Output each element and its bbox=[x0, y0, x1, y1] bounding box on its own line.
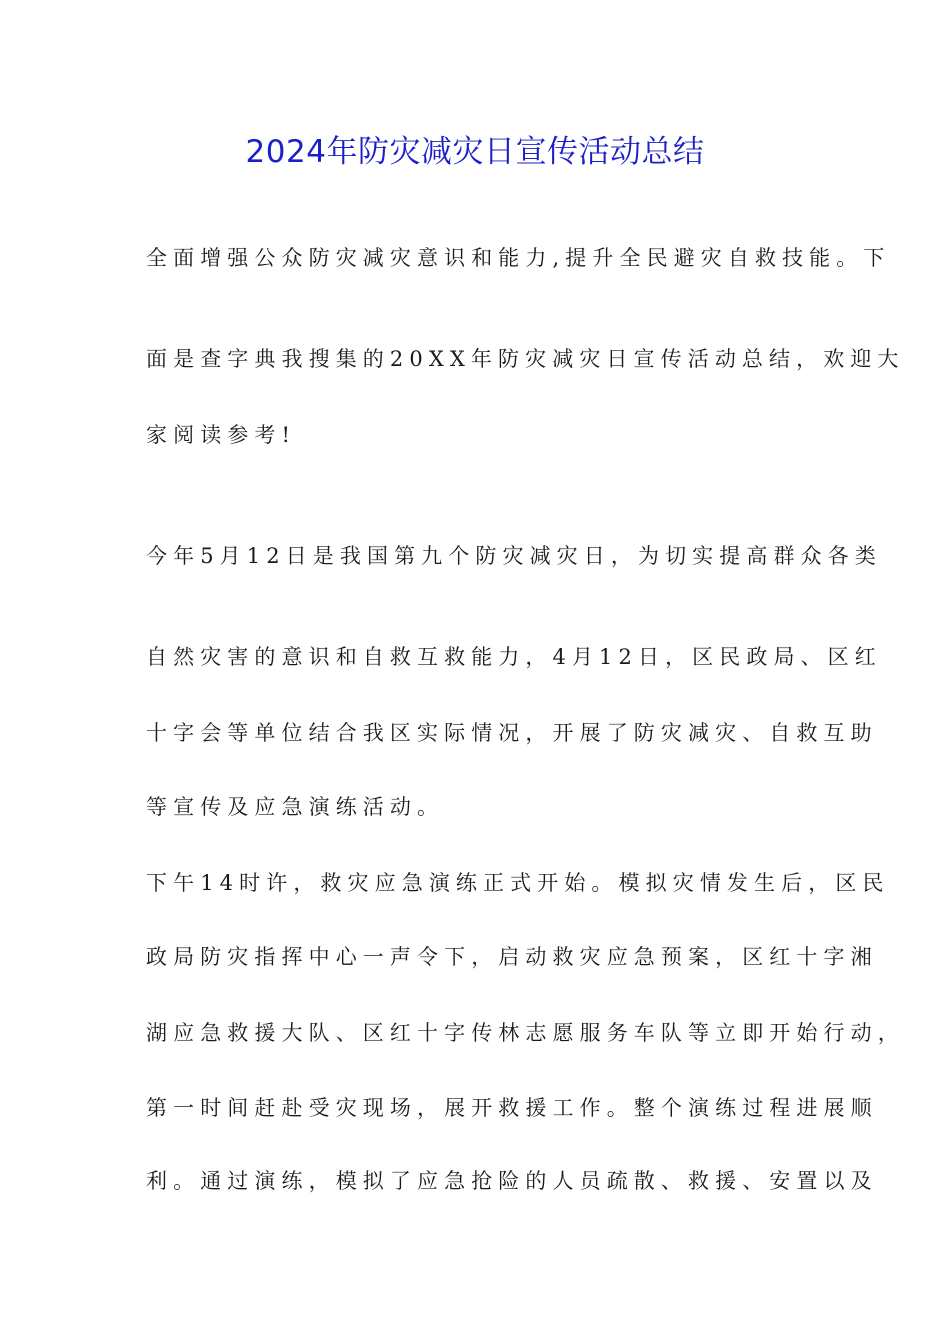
text-line: 十字会等单位结合我区实际情况，开展了防灾减灾、自救互助 bbox=[146, 721, 878, 745]
text-line: 等宣传及应急演练活动。 bbox=[146, 795, 445, 819]
text-line: 下午14时许，救灾应急演练正式开始。模拟灾情发生后，区民 bbox=[146, 871, 890, 895]
text-line: 面是查字典我搜集的20XX年防灾减灾日宣传活动总结，欢迎大 bbox=[146, 347, 905, 371]
text-line: 湖应急救援大队、区红十字传林志愿服务车队等立即开始行动， bbox=[146, 1021, 905, 1045]
text-line: 今年5月12日是我国第九个防灾减灾日，为切实提高群众各类 bbox=[146, 544, 882, 568]
text-line: 全面增强公众防灾减灾意识和能力,提升全民避灾自救技能。下 bbox=[146, 246, 891, 270]
text-line: 利。通过演练，模拟了应急抢险的人员疏散、救援、安置以及 bbox=[146, 1169, 878, 1193]
text-line: 第一时间赶赴受灾现场，展开救援工作。整个演练过程进展顺 bbox=[146, 1096, 878, 1120]
document-title: 2024年防灾减灾日宣传活动总结 bbox=[245, 134, 705, 170]
text-line: 家阅读参考! bbox=[146, 423, 297, 447]
text-line: 自然灾害的意识和自救互救能力，4月12日，区民政局、区红 bbox=[146, 645, 882, 669]
text-line: 政局防灾指挥中心一声令下，启动救灾应急预案，区红十字湘 bbox=[146, 945, 878, 969]
